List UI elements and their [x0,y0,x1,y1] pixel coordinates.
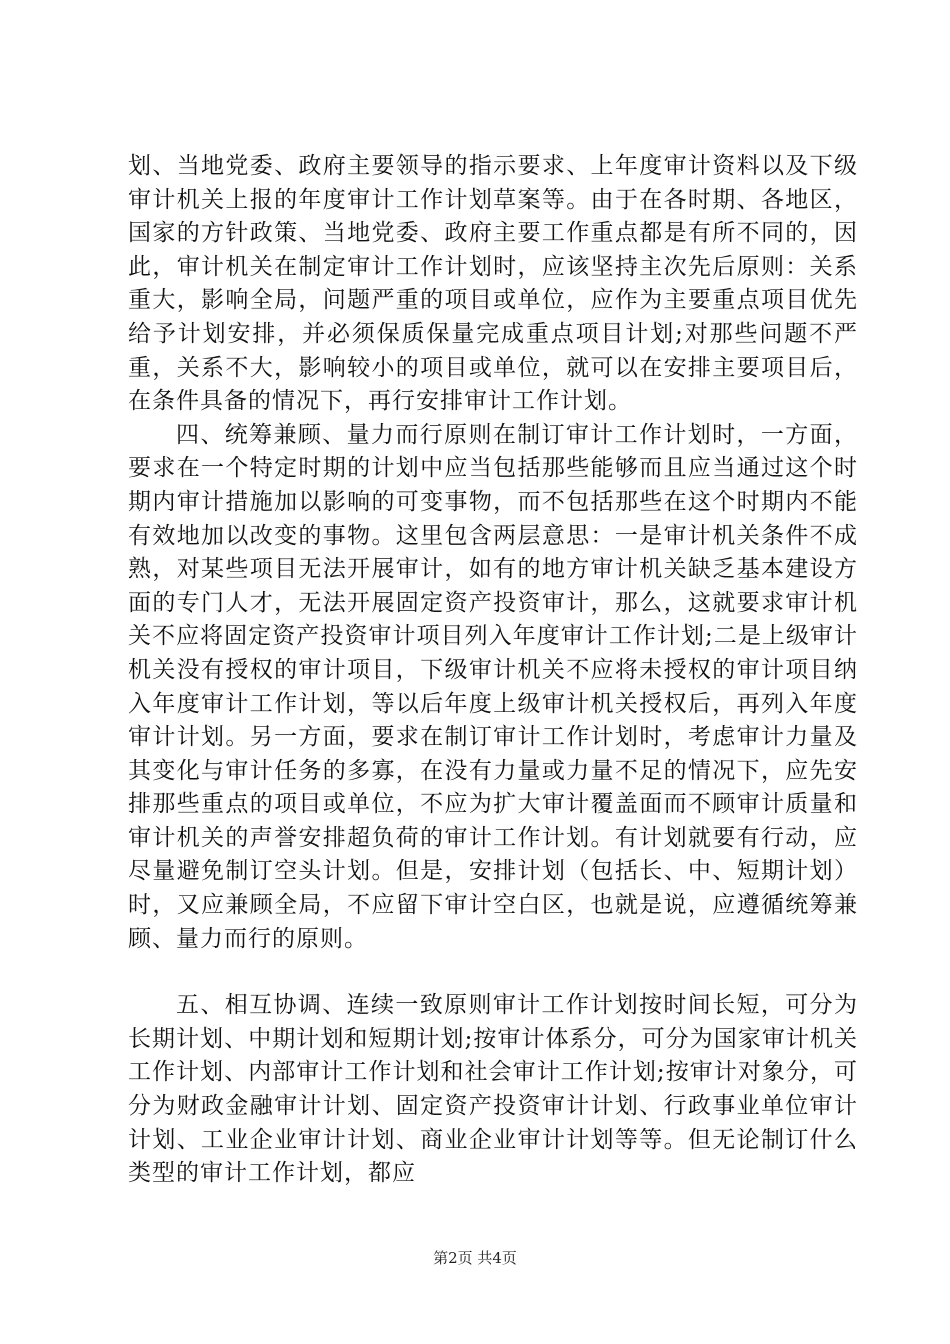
paragraph-section-five: 五、相互协调、连续一致原则审计工作计划按时间长短，可分为长期计划、中期计划和短期计划;按审计体系分，可分为国家审计机关工作计划、内部审计工作计划和社会审计工作计划;按审计对象分，可分为财政金融审计计划、固定资产投资审计计划、行政事业单位审计计划、工业企业审计计划、商业企业审计计划等等。但无论制订什么类型的审计工作计划，都应 [128,992,858,1187]
paragraph-section-four: 四、统筹兼顾、量力而行原则在制订审计工作计划时，一方面，要求在一个特定时期的计划中应当包括那些能够而且应当通过这个时期内审计措施加以影响的可变事物，而不包括那些在这个时期内不能有效地加以改变的事物。这里包含两层意思：一是审计机关条件不成熟，对某些项目无法开展审计，如有的地方审计机关缺乏基本建设方面的专门人才，无法开展固定资产投资审计，那么，这就要求审计机关不应将固定资产投资审计项目列入年度审计工作计划;二是上级审计机关没有授权的审计项目，下级审计机关不应将未授权的审计项目纳入年度审计工作计划，等以后年度上级审计机关授权后，再列入年度审计计划。另一方面，要求在制订审计工作计划时，考虑审计力量及其变化与审计任务的多寡，在没有力量或力量不足的情况下，应先安排那些重点的项目或单位，不应为扩大审计覆盖面而不顾审计质量和审计机关的声誉安排超负荷的审计工作计划。有计划就要有行动，应尽量避免制订空头计划。但是，安排计划（包括长、中、短期计划）时，又应兼顾全局，不应留下审计空白区，也就是说，应遵循统筹兼顾、量力而行的原则。 [128,421,858,952]
document-body [128,150,858,1191]
paragraph-continuation: 划、当地党委、政府主要领导的指示要求、上年度审计资料以及下级审计机关上报的年度审计工作计划草案等。由于在各时期、各地区，国家的方针政策、当地党委、政府主要工作重点都是有所不同的，因此，审计机关在制定审计工作计划时，应该坚持主次先后原则：关系重大，影响全局，问题严重的项目或单位，应作为主要重点项目优先给予计划安排，并必须保质保量完成重点项目计划;对那些问题不严重，关系不大，影响较小的项目或单位，就可以在安排主要项目后，在条件具备的情况下，再行安排审计工作计划。 [128,153,858,415]
page-number-footer: 第2页 共4页 [433,1249,517,1267]
